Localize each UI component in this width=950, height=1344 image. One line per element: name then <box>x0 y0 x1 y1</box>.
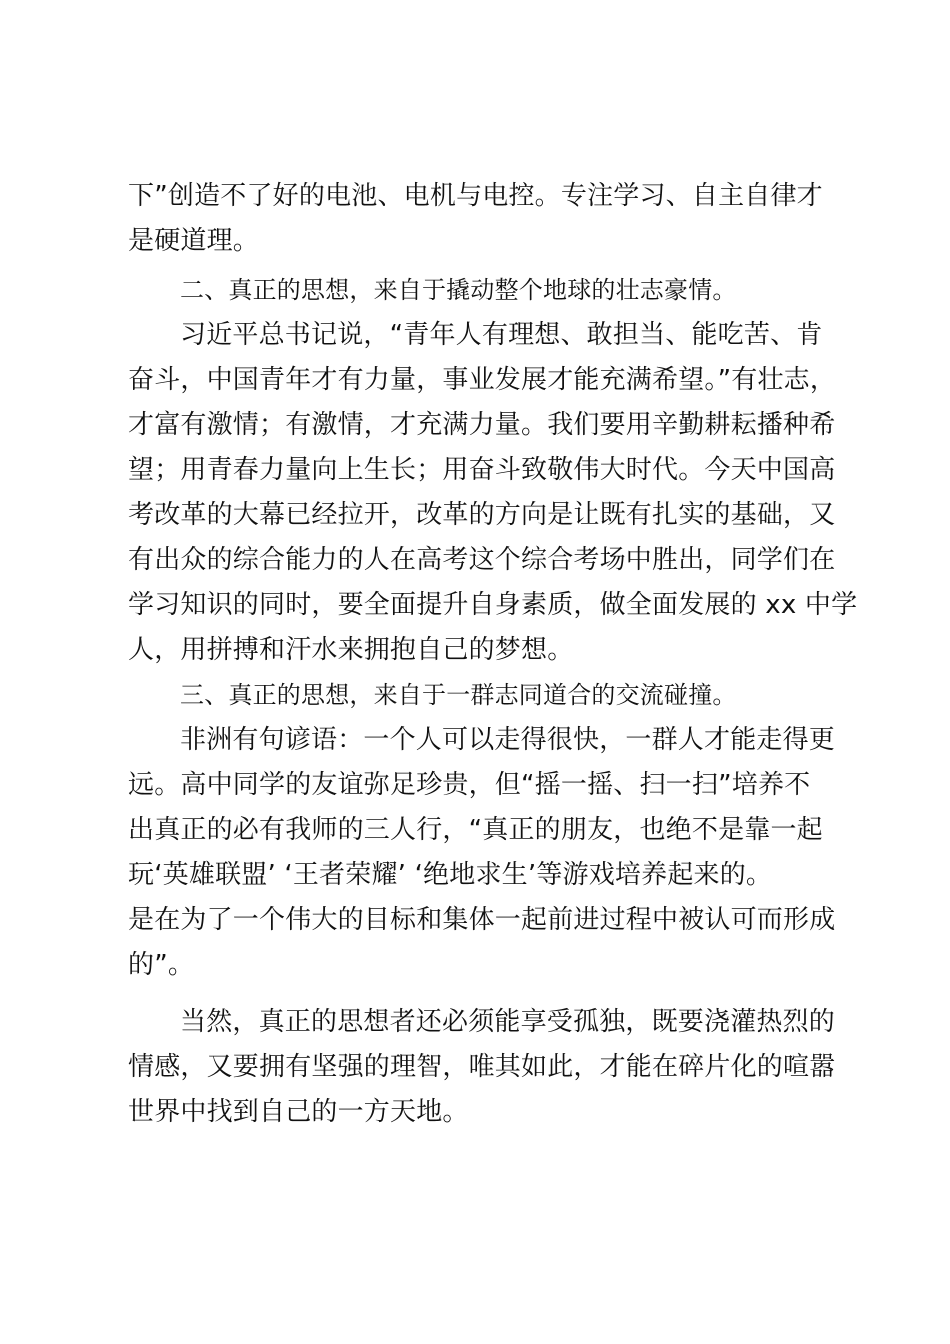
text-line: 学习知识的同时，要全面提升自身素质，做全面发展的 xx 中学 <box>128 590 858 620</box>
text-line: 下”创造不了好的电池、电机与电控。专注学习、自主自律才 <box>128 181 823 211</box>
text-line: 望；用青春力量向上生长；用奋斗致敬伟大时代。今天中国高 <box>128 455 836 485</box>
text-line: 情感，又要拥有坚强的理智，唯其如此，才能在碎片化的喧嚣 <box>128 1052 836 1082</box>
text-line: 是硬道理。 <box>128 226 260 256</box>
text-line: 才富有激情；有激情，才充满力量。我们要用辛勤耕耘播种希 <box>128 410 836 440</box>
section-heading-3: 三、真正的思想，来自于一群志同道合的交流碰撞。 <box>180 681 737 709</box>
document-body <box>128 174 858 1135</box>
section-heading-2: 二、真正的思想，来自于撬动整个地球的壮志豪情。 <box>180 276 737 304</box>
text-line: 出真正的必有我师的三人行，“真正的朋友，也绝不是靠一起 <box>128 815 823 845</box>
paragraph-start: 非洲有句谚语：一个人可以走得很快，一群人才能走得更 <box>180 725 836 755</box>
text-line: 奋斗，中国青年才有力量，事业发展才能充满希望。”有壮志， <box>128 365 837 395</box>
text-line: 人，用拼搏和汗水来拥抱自己的梦想。 <box>128 635 574 665</box>
text-line: 远。高中同学的友谊弥足珍贵，但“摇一摇、扫一扫”培养不 <box>128 770 811 800</box>
text-line: 有出众的综合能力的人在高考这个综合考场中胜出，同学们在 <box>128 545 836 575</box>
paragraph-start: 当然，真正的思想者还必须能享受孤独，既要浇灌热烈的 <box>180 1007 836 1037</box>
text-line: 是在为了一个伟大的目标和集体一起前进过程中被认可而形成 <box>128 905 836 935</box>
paragraph-start: 习近平总书记说，“青年人有理想、敢担当、能吃苦、肯 <box>180 320 823 350</box>
text-line: 考改革的大幕已经拉开，改革的方向是让既有扎实的基础，又 <box>128 500 836 530</box>
text-line: 世界中找到自己的一方天地。 <box>128 1097 469 1127</box>
text-line: 玩‘英雄联盟’ ‘王者荣耀’ ‘绝地求生’等游戏培养起来的。 <box>128 860 773 890</box>
text-line: 的”。 <box>128 950 195 980</box>
